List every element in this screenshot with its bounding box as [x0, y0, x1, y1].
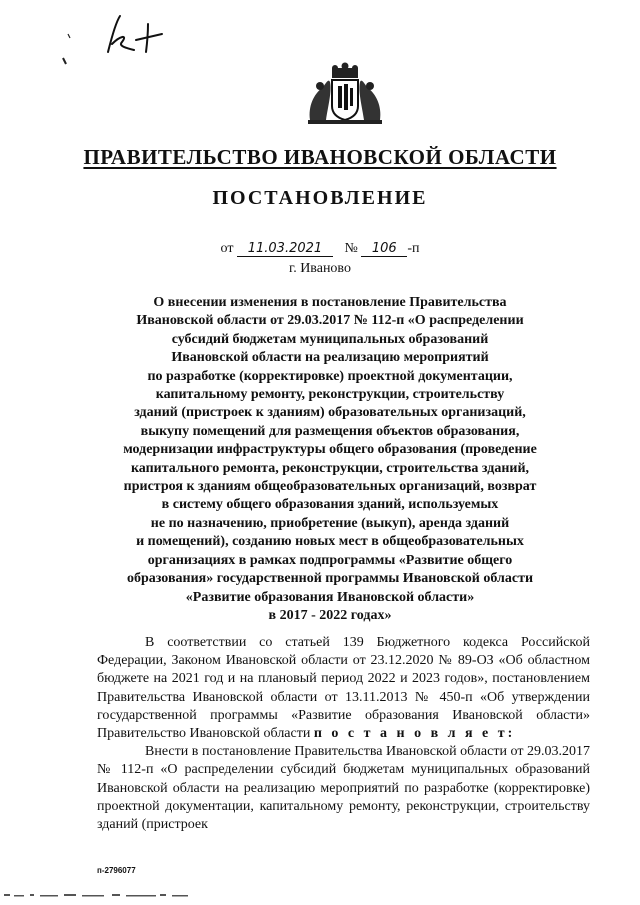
scan-edge-noise: [0, 890, 640, 902]
from-label: от: [220, 241, 234, 256]
registration-line: [0, 241, 640, 257]
subject-line: капитальному ремонту, реконструкции, строительству: [155, 387, 505, 403]
body-paragraph: Внести в постановление Правительства Ивановской области от 29.03.2017 № 112-п «О распределении субсидий бюджетам муниципальных образований Ивановской области на реализацию мероприятий по разработке (корректировке) проектной документации, капитальному ремонту, реконструкции, строительству зданий (пристроек: [97, 744, 590, 833]
registration-date: 11.03.2021: [237, 241, 333, 257]
subject-line: образования» государственной программы Ивановской области: [126, 571, 534, 587]
subject-line: Ивановской области от 29.03.2017 № 112-п «О распределении: [136, 313, 524, 329]
paragraph-text: В соответствии со статьей 139 Бюджетного кодекса Российской Федерации, Законом Ивановской области от 23.12.2020 № 89-ОЗ «Об областном бюджете на 2021 год и на плановый период 2022 и 2023 годов», постановлением Правительства Ивановской области от 13.11.2013 № 450-п «Об утверждении государственной программы «Развитие образования Ивановской области» Правительство Ивановской области: [97, 635, 590, 742]
subject-line: субсидий бюджетам муниципальных образований: [171, 331, 489, 347]
government-title: ПРАВИТЕЛЬСТВО ИВАНОВСКОЙ ОБЛАСТИ: [83, 145, 557, 169]
document-type-title: ПОСТАНОВЛЕНИЕ: [212, 187, 428, 209]
subject-line: зданий (пристроек к зданиям) образовательных организаций,: [134, 405, 526, 421]
document-registry-number: п-2796077: [97, 866, 136, 875]
coat-of-arms-icon: [302, 62, 388, 126]
subject-line: пристроя к зданиям общеобразовательных организаций, возврат: [123, 479, 537, 495]
number-label: №: [344, 241, 358, 256]
decree-word: п о с т а н о в л я е т:: [313, 726, 516, 742]
document-subject: [100, 294, 560, 625]
body-paragraph: [97, 634, 590, 743]
subject-line: не по назначению, приобретение (выкуп), аренда зданий: [150, 515, 510, 531]
subject-line: выкупу помещений для размещения объектов образования,: [140, 423, 520, 439]
city: г. Иваново: [289, 261, 351, 276]
subject-line: Ивановской области на реализацию мероприятий: [171, 350, 489, 366]
handwritten-signature-mark: [98, 12, 168, 58]
subject-line: капитального ремонта, реконструкции, строительства зданий,: [130, 460, 530, 476]
subject-line: модернизации инфраструктуры общего образования (проведение: [123, 442, 537, 458]
subject-line: О внесении изменения в постановление Правительства: [153, 295, 507, 310]
subject-line: в систему общего образования зданий, используемых: [161, 497, 499, 513]
number-suffix: -п: [407, 241, 420, 256]
margin-scratch-marks: [60, 30, 90, 90]
subject-line: «Развитие образования Ивановской области»: [185, 589, 475, 605]
registration-number: 106: [361, 241, 407, 257]
document-body: [97, 634, 590, 834]
subject-line: в 2017 - 2022 годах»: [268, 607, 392, 623]
subject-line: по разработке (корректировке) проектной документации,: [147, 368, 513, 384]
subject-line: и помещений), созданию новых мест в общеобразовательных: [136, 534, 524, 550]
subject-line: организациях в рамках подпрограммы «Развитие общего: [147, 552, 513, 568]
